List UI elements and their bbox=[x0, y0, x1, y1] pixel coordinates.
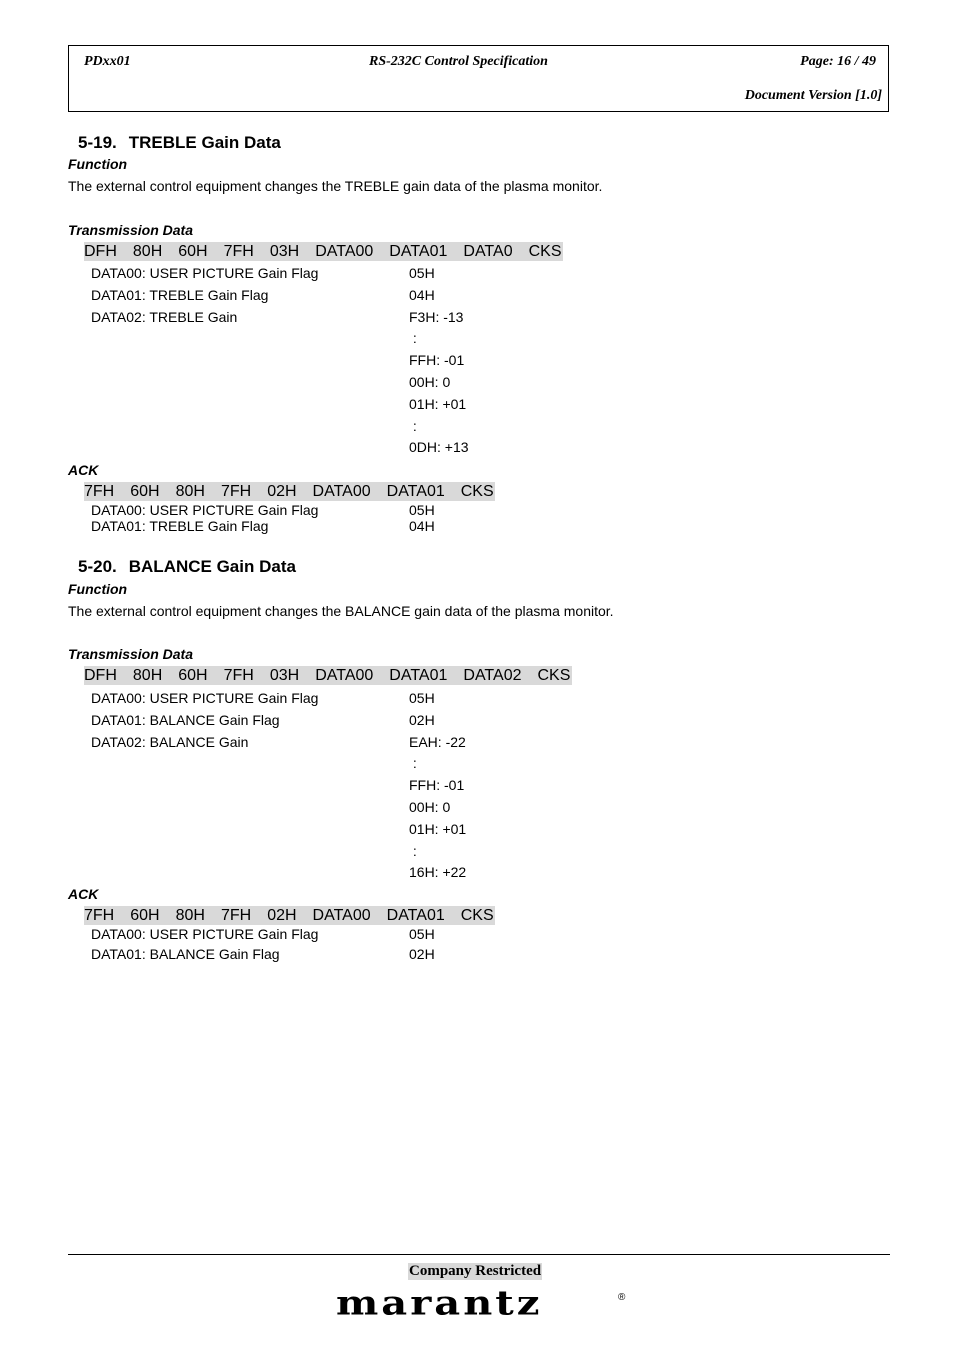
command-byte: 60H bbox=[130, 907, 160, 924]
row-value: 16H: +22 bbox=[409, 864, 467, 881]
command-byte: DATA0 bbox=[463, 243, 513, 260]
transmission-label: Transmission Data bbox=[68, 222, 194, 238]
section-number: 5-19. bbox=[78, 133, 117, 152]
command-byte: 7FH bbox=[84, 483, 115, 500]
command-byte: 7FH bbox=[84, 907, 115, 924]
row-value: 02H bbox=[409, 711, 435, 728]
row-value: 05H bbox=[409, 926, 435, 942]
row-name: DATA01: TREBLE Gain Flag bbox=[91, 286, 269, 303]
ack-command bbox=[84, 906, 495, 925]
model-name: PDxx01 bbox=[84, 54, 131, 69]
command-byte: 7FH bbox=[223, 243, 254, 260]
row-value: 00H: 0 bbox=[409, 799, 451, 815]
row-value: 01H: +01 bbox=[409, 820, 467, 837]
row-name: DATA01: TREBLE Gain Flag bbox=[91, 518, 269, 534]
command-byte: 02H bbox=[267, 483, 297, 500]
command-byte: 80H bbox=[132, 243, 163, 260]
row-value: : bbox=[409, 330, 417, 347]
document-title: RS-232C Control Specification bbox=[369, 54, 548, 69]
row-value: 0DH: +13 bbox=[409, 439, 469, 456]
command-byte: 7FH bbox=[220, 907, 252, 924]
document-version: Document Version [1.0] bbox=[744, 88, 882, 103]
row-value: FFH: -01 bbox=[409, 777, 465, 794]
row-name: DATA00: USER PICTURE Gain Flag bbox=[91, 265, 319, 281]
row-value: 05H bbox=[409, 502, 435, 518]
row-value: : bbox=[409, 755, 417, 772]
command-byte: DATA00 bbox=[312, 483, 371, 500]
row-name: DATA01: BALANCE Gain Flag bbox=[91, 711, 280, 728]
marantz-logo bbox=[336, 1282, 632, 1329]
row-value: 05H bbox=[409, 690, 435, 706]
registered-mark: ® bbox=[618, 1292, 626, 1303]
command-byte: DFH bbox=[84, 243, 117, 260]
command-byte: DATA01 bbox=[386, 907, 445, 924]
row-value: : bbox=[409, 417, 417, 434]
command-byte: CKS bbox=[528, 243, 562, 260]
section-title: BALANCE Gain Data bbox=[128, 557, 296, 576]
row-value: 02H bbox=[409, 946, 435, 962]
command-byte: 80H bbox=[132, 667, 163, 684]
section-heading bbox=[78, 557, 296, 577]
row-value: 05H bbox=[409, 265, 435, 281]
company-restricted: Company Restricted bbox=[409, 1263, 542, 1279]
row-name: DATA02: BALANCE Gain bbox=[91, 733, 249, 750]
command-byte: 7FH bbox=[223, 667, 254, 684]
section-title: TREBLE Gain Data bbox=[128, 133, 281, 152]
transmission-command bbox=[84, 242, 563, 261]
row-name: DATA01: BALANCE Gain Flag bbox=[91, 946, 280, 962]
row-value: 04H bbox=[409, 286, 435, 303]
row-value: 01H: +01 bbox=[409, 395, 467, 412]
row-name: DATA00: USER PICTURE Gain Flag bbox=[91, 926, 319, 942]
section-number: 5-20. bbox=[78, 557, 117, 576]
row-value: EAH: -22 bbox=[409, 733, 466, 750]
command-byte: 7FH bbox=[220, 483, 252, 500]
section-heading bbox=[78, 133, 281, 153]
command-byte: DATA00 bbox=[315, 667, 374, 684]
command-byte: 60H bbox=[130, 483, 160, 500]
function-label: Function bbox=[68, 581, 128, 597]
command-byte: 60H bbox=[178, 667, 208, 684]
command-byte: CKS bbox=[460, 483, 494, 500]
command-byte: DATA01 bbox=[389, 243, 448, 260]
ack-command bbox=[84, 482, 495, 501]
function-text: The external control equipment changes the BALANCE gain data of the plasma monitor. bbox=[68, 603, 614, 619]
command-byte: DATA01 bbox=[386, 483, 445, 500]
function-label: Function bbox=[68, 156, 128, 172]
ack-label: ACK bbox=[68, 886, 99, 902]
command-byte: 60H bbox=[178, 243, 208, 260]
function-text: The external control equipment changes the TREBLE gain data of the plasma monitor. bbox=[68, 178, 603, 194]
command-byte: 03H bbox=[269, 243, 300, 260]
row-name: DATA02: TREBLE Gain bbox=[91, 308, 238, 325]
page-number: Page: 16 / 49 bbox=[800, 54, 876, 69]
row-value: 04H bbox=[409, 518, 435, 534]
row-value: 00H: 0 bbox=[409, 374, 451, 390]
command-byte: DATA01 bbox=[389, 667, 448, 684]
transmission-label: Transmission Data bbox=[68, 646, 194, 662]
ack-label: ACK bbox=[68, 462, 99, 478]
row-value: F3H: -13 bbox=[409, 308, 464, 325]
logo-text: marantz bbox=[336, 1282, 543, 1323]
command-byte: DATA00 bbox=[312, 907, 371, 924]
row-value: : bbox=[409, 842, 417, 859]
command-byte: CKS bbox=[460, 907, 494, 924]
command-byte: 80H bbox=[175, 907, 205, 924]
command-byte: CKS bbox=[537, 667, 571, 684]
command-byte: DATA02 bbox=[463, 667, 522, 684]
transmission-command bbox=[84, 666, 572, 685]
row-value: FFH: -01 bbox=[409, 352, 465, 369]
footer-divider bbox=[68, 1254, 890, 1255]
command-byte: 80H bbox=[175, 483, 205, 500]
command-byte: 02H bbox=[267, 907, 297, 924]
document-header bbox=[68, 45, 889, 112]
command-byte: 03H bbox=[269, 667, 300, 684]
command-byte: DFH bbox=[84, 667, 117, 684]
row-name: DATA00: USER PICTURE Gain Flag bbox=[91, 690, 319, 706]
row-name: DATA00: USER PICTURE Gain Flag bbox=[91, 502, 319, 518]
command-byte: DATA00 bbox=[315, 243, 374, 260]
